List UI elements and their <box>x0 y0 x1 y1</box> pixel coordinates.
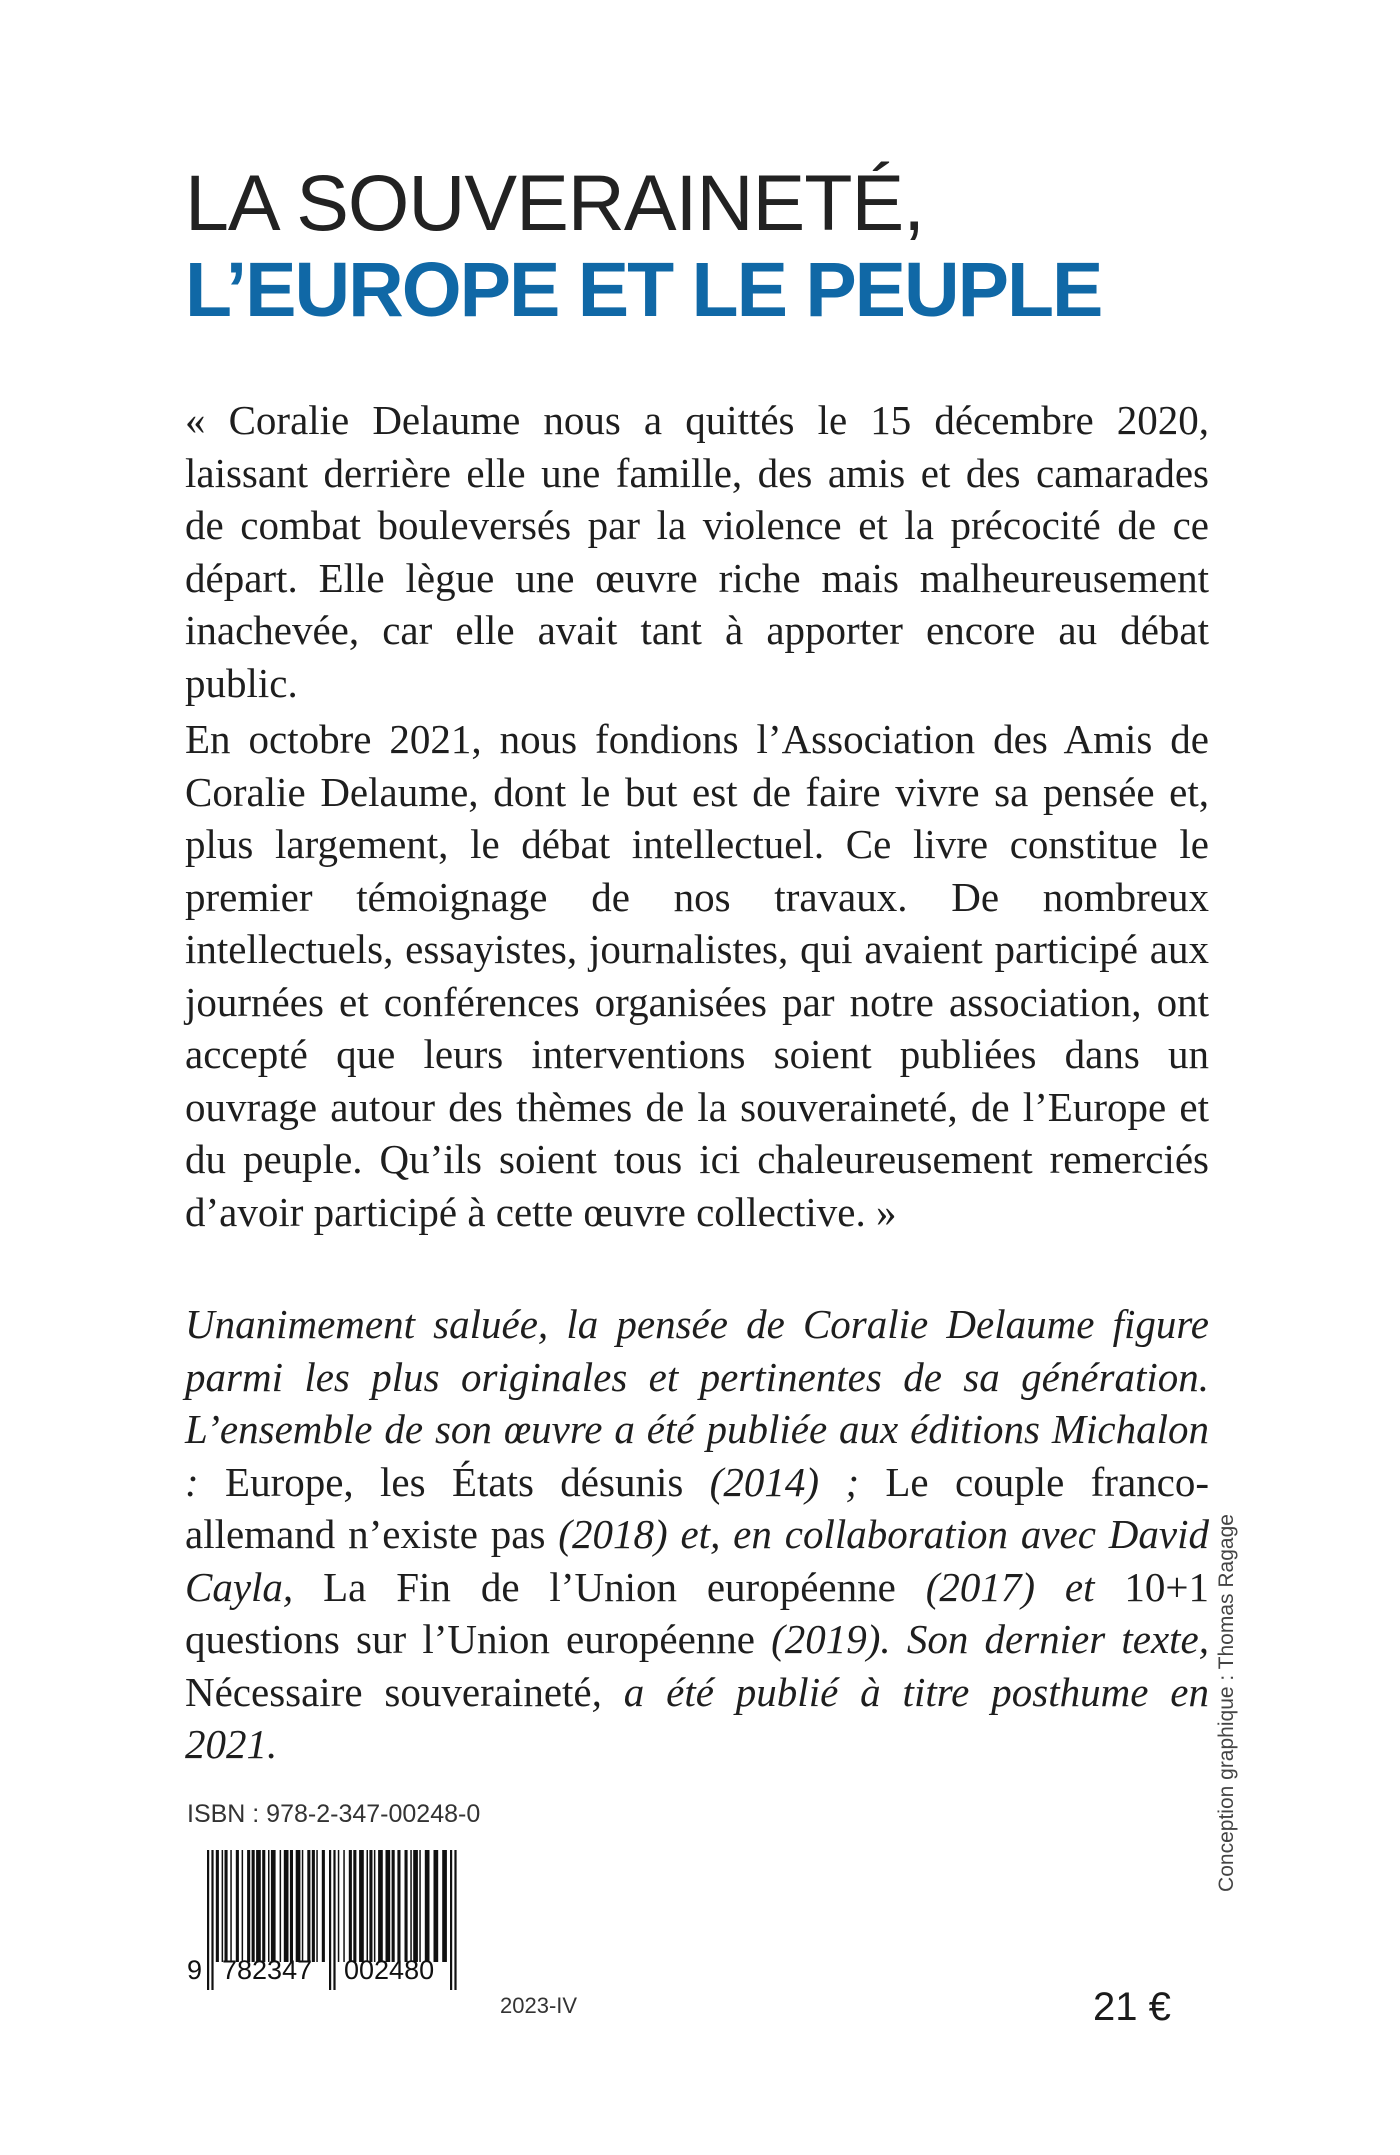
quote-paragraph-2-text: En octobre 2021, nous fondions l’Association des Amis de Coralie Delaume, dont le but est de faire vivre sa pensée et, plus largement, le débat intellectuel. Ce livre constitue le premier témoignage de nos travaux. De nombreux intellectuels, essayistes, journalistes, qui avaient participé aux journées et conférences organisées par notre association, ont accepté que leurs interventions soient publiées dans un ouvrage autour des thèmes de la souveraineté, de l’Europe et du peuple. Qu’ils soient tous ici chaleureusement remerciés d’avoir participé à cette œuvre collective. » <box>185 716 1209 1235</box>
book-title-2: Le couple franco-allemand n’existe pas <box>185 1458 1210 1557</box>
barcode-group-right: 002480 <box>344 1955 435 1985</box>
bio-year-1: (2014) ; <box>683 1458 886 1505</box>
edition-code: 2023-IV <box>500 1993 578 2018</box>
quote-paragraph-1 <box>185 394 1209 709</box>
book-title-3: La Fin de l’Union européenne <box>323 1563 896 1610</box>
bio-ending: , a été publié à titre posthume en 2021. <box>185 1668 1209 1767</box>
book-title-1: Europe, les États désunis <box>225 1458 684 1505</box>
author-bio-text <box>185 1298 1209 1771</box>
author-bio <box>185 1298 1209 1771</box>
title-line-2: L’EUROPE ET LE PEUPLE <box>185 247 1102 333</box>
book-title-4: 10+1 questions sur l’Union européenne <box>185 1563 1210 1662</box>
book-title-5: Nécessaire souveraineté <box>185 1668 592 1715</box>
price-label: 21 € <box>1093 1985 1171 2029</box>
quote-paragraph-2 <box>185 713 1209 1238</box>
bio-intro: Unanimement saluée, la pensée de Coralie Delaume figure parmi les plus originales et pertinentes de sa génération. L’ensemble de son œuvre a été publiée aux éditions Michalon : <box>185 1301 1209 1505</box>
design-credit: Conception graphique : Thomas Ragage <box>1215 1514 1238 1892</box>
title-line-1: LA SOUVERAINETÉ, <box>185 158 925 247</box>
barcode-group-left: 782347 <box>222 1955 313 1985</box>
quote-paragraph-1-text: « Coralie Delaume nous a quittés le 15 décembre 2020, laissant derrière elle une famille, des amis et des camarades de combat bouleversés par la violence et la précocité de ce départ. Elle lègue une œuvre riche mais malheureusement inachevée, car elle avait tant à apporter encore au débat public. <box>185 397 1209 706</box>
isbn-label: ISBN : 978-2-347-00248-0 <box>187 1800 481 1828</box>
bio-year-4: (2019). Son dernier texte, <box>754 1616 1209 1662</box>
bio-year-3: (2017) et <box>895 1563 1125 1610</box>
barcode-digit-first: 9 <box>187 1955 203 1985</box>
bio-year-2: (2018) et, en collaboration avec David Cayla, <box>185 1511 1209 1610</box>
